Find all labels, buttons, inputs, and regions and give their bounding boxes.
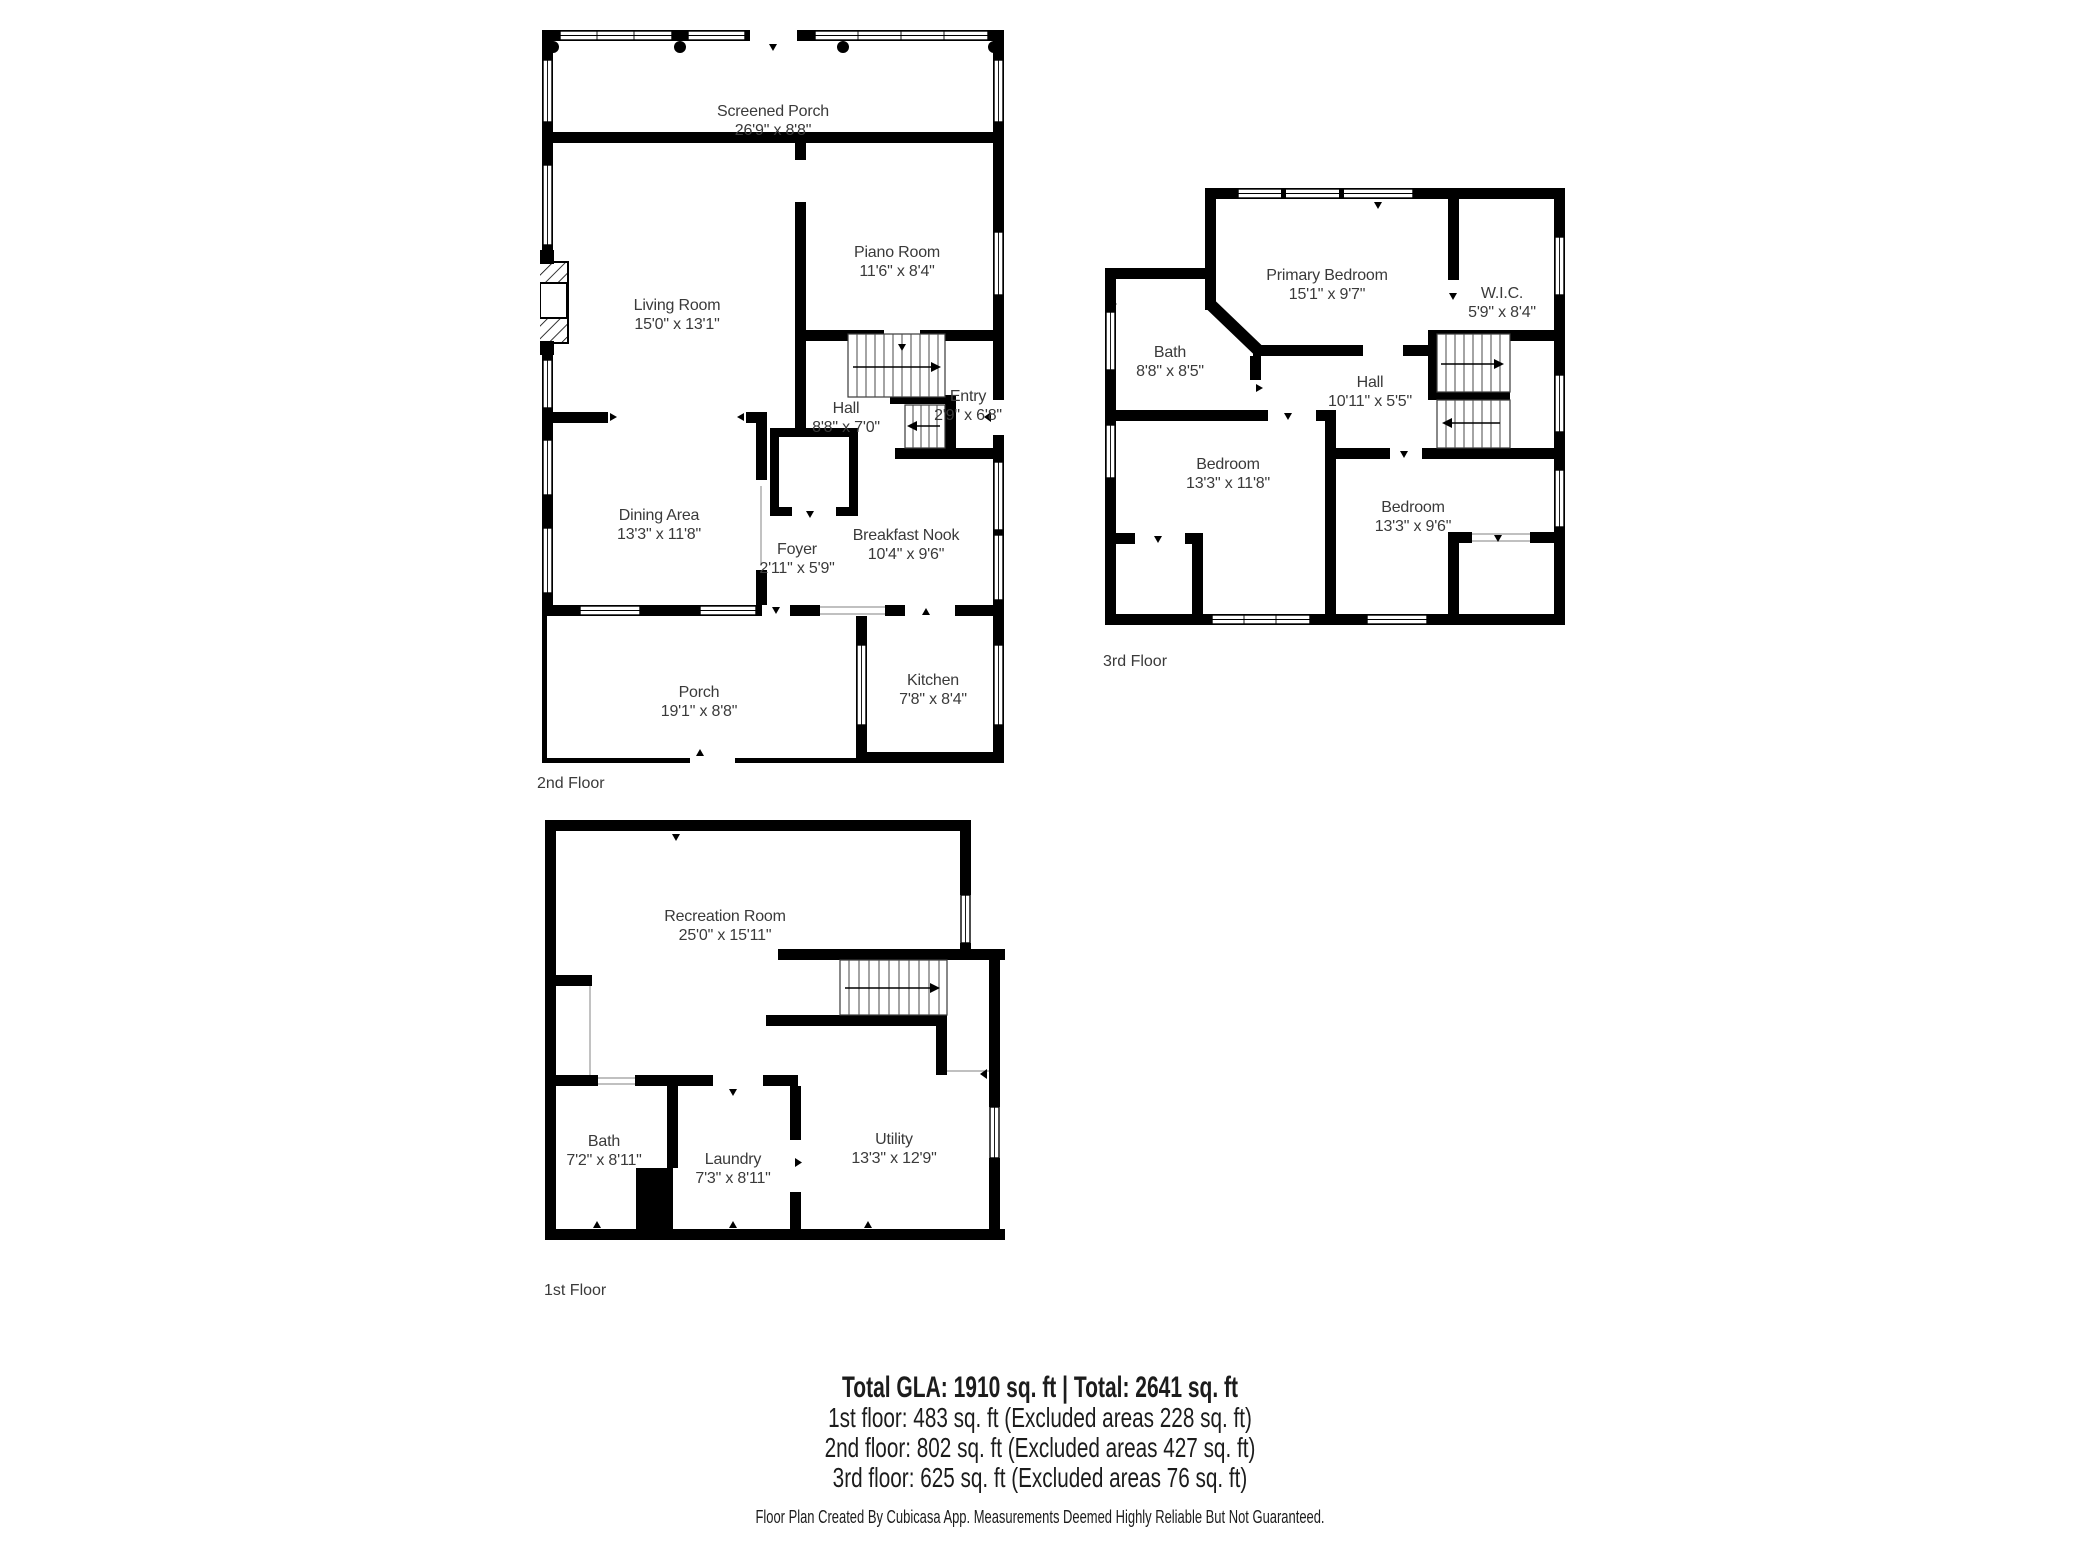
room-name: Laundry [704, 1151, 762, 1168]
room-name: Primary Bedroom [1266, 267, 1388, 284]
room-name: W.I.C. [1480, 285, 1524, 302]
openings-3rd [1472, 532, 1530, 543]
room-dims: 10'11" x 5'5" [1328, 393, 1412, 410]
room-label [1468, 284, 1536, 322]
room-name: Entry [949, 388, 987, 405]
room-dims: 2'11" x 5'9" [759, 560, 835, 577]
room-name: Bedroom [1381, 499, 1445, 516]
room-dims: 13'3" x 11'8" [1186, 475, 1270, 492]
room-name: Screened Porch [717, 103, 829, 120]
room-dims: 13'3" x 9'6" [1374, 518, 1452, 535]
room-dims: 11'6" x 8'4" [859, 263, 935, 280]
room-name: Dining Area [618, 507, 700, 524]
room-name: Bath [587, 1133, 621, 1150]
room-dims: 13'3" x 12'9" [851, 1150, 937, 1167]
walls-1st [545, 820, 1005, 1240]
floor-plan-1st [545, 820, 1005, 1241]
room-name: Bath [1153, 344, 1187, 361]
room-dims: 7'2" x 8'11" [566, 1152, 642, 1169]
room-label [934, 387, 1002, 425]
floor-area-line-1: 1st floor: 483 sq. ft (Excluded areas 228 sq. ft) [828, 1402, 1252, 1433]
room-name: Hall [832, 400, 860, 417]
fireplace-icon [540, 262, 568, 343]
room-label [1328, 373, 1412, 411]
room-dims: 10'4" x 9'6" [867, 546, 945, 563]
room-label [854, 243, 940, 281]
room-name: Utility [875, 1131, 913, 1148]
room-label [1375, 498, 1451, 536]
room-dims: 13'3" x 11'8" [617, 526, 701, 543]
room-dims: 7'3" x 8'11" [695, 1170, 771, 1187]
stairs-3rd-icon [1437, 334, 1510, 448]
room-name: Porch [678, 684, 720, 701]
room-label [1136, 343, 1204, 381]
room-label [759, 540, 834, 578]
room-name: Kitchen [907, 672, 959, 689]
room-dims: 8'8" x 7'0" [812, 419, 880, 436]
room-label [634, 296, 721, 334]
room-label [661, 683, 737, 721]
room-name: Bedroom [1196, 456, 1260, 473]
room-dims: 2'9" x 6'8" [934, 407, 1002, 424]
room-label [812, 399, 880, 437]
room-label [853, 526, 960, 564]
room-dims: 26'9" x 8'8" [734, 122, 812, 139]
area-summary [0, 1372, 2080, 1527]
room-dims: 5'9" x 8'4" [1468, 304, 1536, 321]
floor-area-line-3: 3rd floor: 625 sq. ft (Excluded areas 76 sq. ft) [832, 1462, 1248, 1493]
room-label [566, 1132, 641, 1170]
room-label [1186, 455, 1270, 493]
room-name: Piano Room [853, 244, 941, 261]
room-dims: 15'1" x 9'7" [1288, 286, 1366, 303]
floor-caption-3rd: 3rd Floor [1103, 653, 1168, 670]
room-dims: 25'0" x 15'11" [678, 927, 772, 944]
room-name: Foyer [777, 541, 817, 558]
disclaimer-text: Floor Plan Created By Cubicasa App. Measurements Deemed Highly Reliable But Not Guaranteed. [755, 1507, 1325, 1527]
room-dims: 7'8" x 8'4" [899, 691, 967, 708]
floor-area-line-2: 2nd floor: 802 sq. ft (Excluded areas 427 sq. ft) [824, 1432, 1256, 1463]
room-label [899, 671, 967, 709]
room-name: Hall [1356, 374, 1384, 391]
room-label [717, 102, 829, 140]
floor-caption-2nd: 2nd Floor [537, 775, 605, 792]
total-gla-title: Total GLA: 1910 sq. ft | Total: 2641 sq. ft [841, 1371, 1239, 1404]
room-dims: 19'1" x 8'8" [660, 703, 738, 720]
room-dims: 8'8" x 8'5" [1136, 363, 1204, 380]
room-name: Recreation Room [664, 908, 786, 925]
room-dims: 15'0" x 13'1" [634, 316, 720, 333]
room-label [695, 1150, 770, 1188]
floor-caption-1st: 1st Floor [544, 1282, 607, 1299]
room-label [617, 506, 701, 544]
room-name: Breakfast Nook [852, 527, 960, 544]
stairs-1st-icon [840, 960, 947, 1015]
room-label [664, 907, 786, 945]
room-label [851, 1130, 936, 1168]
room-label [1266, 266, 1387, 304]
room-name: Living Room [633, 297, 721, 314]
